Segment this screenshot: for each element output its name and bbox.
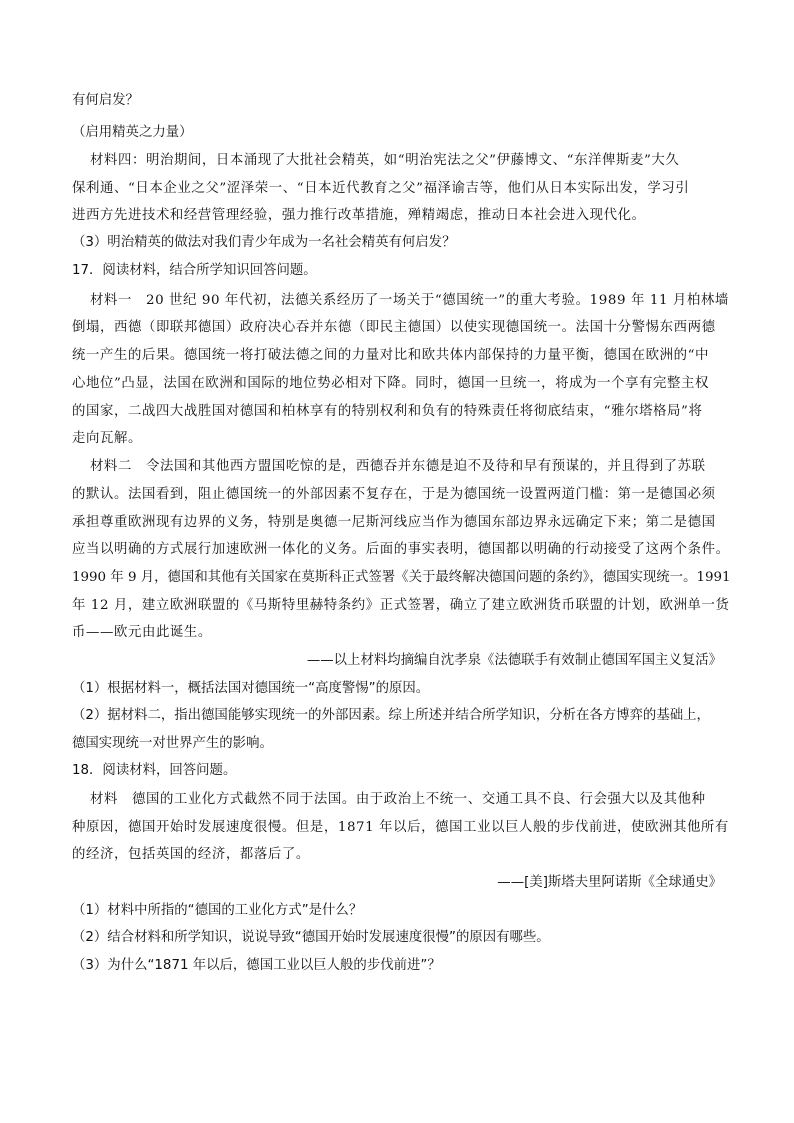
question: （1）材料中所指的“德国的工业化方式”是什么？	[72, 903, 363, 918]
question: （2）据材料二，指出德国能够实现统一的外部因素。综上所述并结合所学知识，分析在各方博弈的基础上，	[72, 708, 710, 723]
material-paragraph: 种原因，德国开始时发展速度很慢。但是，1871 年以后，德国工业以巨人般的步伐前进，使欧洲其他所有	[72, 820, 729, 835]
material-paragraph: 1990 年 9 月，德国和其他有关国家在莫斯科正式签署《关于最终解决德国问题的条约》，德国实现统一。1991	[72, 570, 731, 585]
material-paragraph: 应当以明确的方式展行加速欧洲一体化的义务。后面的事实表明，德国都以明确的行动接受了这两个条件。	[72, 542, 730, 557]
material-paragraph: 的经济，包括英国的经济，都落后了。	[72, 847, 310, 862]
material-paragraph: 材料二 令法国和其他西方盟国吃惊的是，西德吞并东德是迫不及待和早有预谋的，并且得到了苏联	[90, 459, 706, 474]
material-paragraph: 币——欧元由此诞生。	[72, 625, 212, 640]
question: （3）明治精英的做法对我们青少年成为一名社会精英有何启发？	[72, 235, 456, 250]
material-paragraph: 材料四：明治期间，日本涌现了大批社会精英，如“明治宪法之父”伊藤博文、“东洋俾斯麦”大久	[90, 153, 680, 168]
question: （3）为什么“1871 年以后，德国工业以巨人般的步伐前进”？	[72, 958, 441, 973]
question: （1）根据材料一，概括法国对德国统一“高度警惕”的原因。	[72, 681, 430, 696]
source-citation: ——以上材料均摘编自沈孝泉《法德联手有效制止德国军国主义复活》	[306, 653, 722, 668]
material-paragraph: 走向瓦解。	[72, 431, 142, 446]
material-paragraph: 材料一 20 世纪 90 年代初，法德关系经历了一场关于“德国统一”的重大考验。1989 年 11 月柏林墙	[90, 293, 729, 308]
text-line: 有何启发？	[72, 93, 139, 108]
material-paragraph: 承担尊重欧洲现有边界的义务，特别是奥德一尼斯河线应当作为德国东部边界永远确定下来；第二是德国	[72, 515, 716, 530]
material-paragraph: 的默认。法国看到，阻止德国统一的外部因素不复存在，于是为德国统一设置两道门槛：第一是德国必须	[72, 487, 716, 502]
material-paragraph: 保利通、“日本企业之父”涩泽荣一、“日本近代教育之父”福泽谕吉等，他们从日本实际出发，学习引	[72, 181, 690, 196]
material-paragraph: 统一产生的后果。德国统一将打破法德之间的力量对比和欧共体内部保持的力量平衡，德国在欧洲的“中	[72, 348, 710, 363]
section-heading: （启用精英之力量）	[72, 125, 193, 140]
question-heading: 17．阅读材料，结合所学知识回答问题。	[72, 263, 317, 278]
material-paragraph: 的国家，二战四大战胜国对德国和柏林享有的特别权利和负有的特殊责任将彻底结束，“雅尔塔格局”将	[72, 404, 703, 419]
material-paragraph: 心地位”凸显，法国在欧洲和国际的地位势必相对下降。同时，德国一旦统一，将成为一个享有完整主权	[72, 376, 710, 391]
material-paragraph: 年 12 月，建立欧洲联盟的《马斯特里赫特条约》正式签署，确立了建立欧洲货币联盟的计划，欧洲单一货	[72, 598, 730, 613]
material-paragraph: 进西方先进技术和经营管理经验，强力推行改革措施，殚精竭虑，推动日本社会进入现代化。	[72, 208, 646, 223]
material-paragraph: 材料 德国的工业化方式截然不同于法国。由于政治上不统一、交通工具不良、行会强大以及其他种	[90, 792, 706, 807]
question-heading: 18．阅读材料，回答问题。	[72, 763, 237, 778]
source-citation: ——[美]斯塔夫里阿诺斯《全球通史》	[497, 875, 722, 890]
material-paragraph: 倒塌，西德（即联邦德国）政府决心吞并东德（即民主德国）以使实现德国统一。法国十分警惕东西两德	[72, 320, 716, 335]
question: （2）结合材料和所学知识，说说导致“德国开始时发展速度很慢”的原因有哪些。	[72, 930, 550, 945]
question: 德国实现统一对世界产生的影响。	[72, 736, 273, 751]
